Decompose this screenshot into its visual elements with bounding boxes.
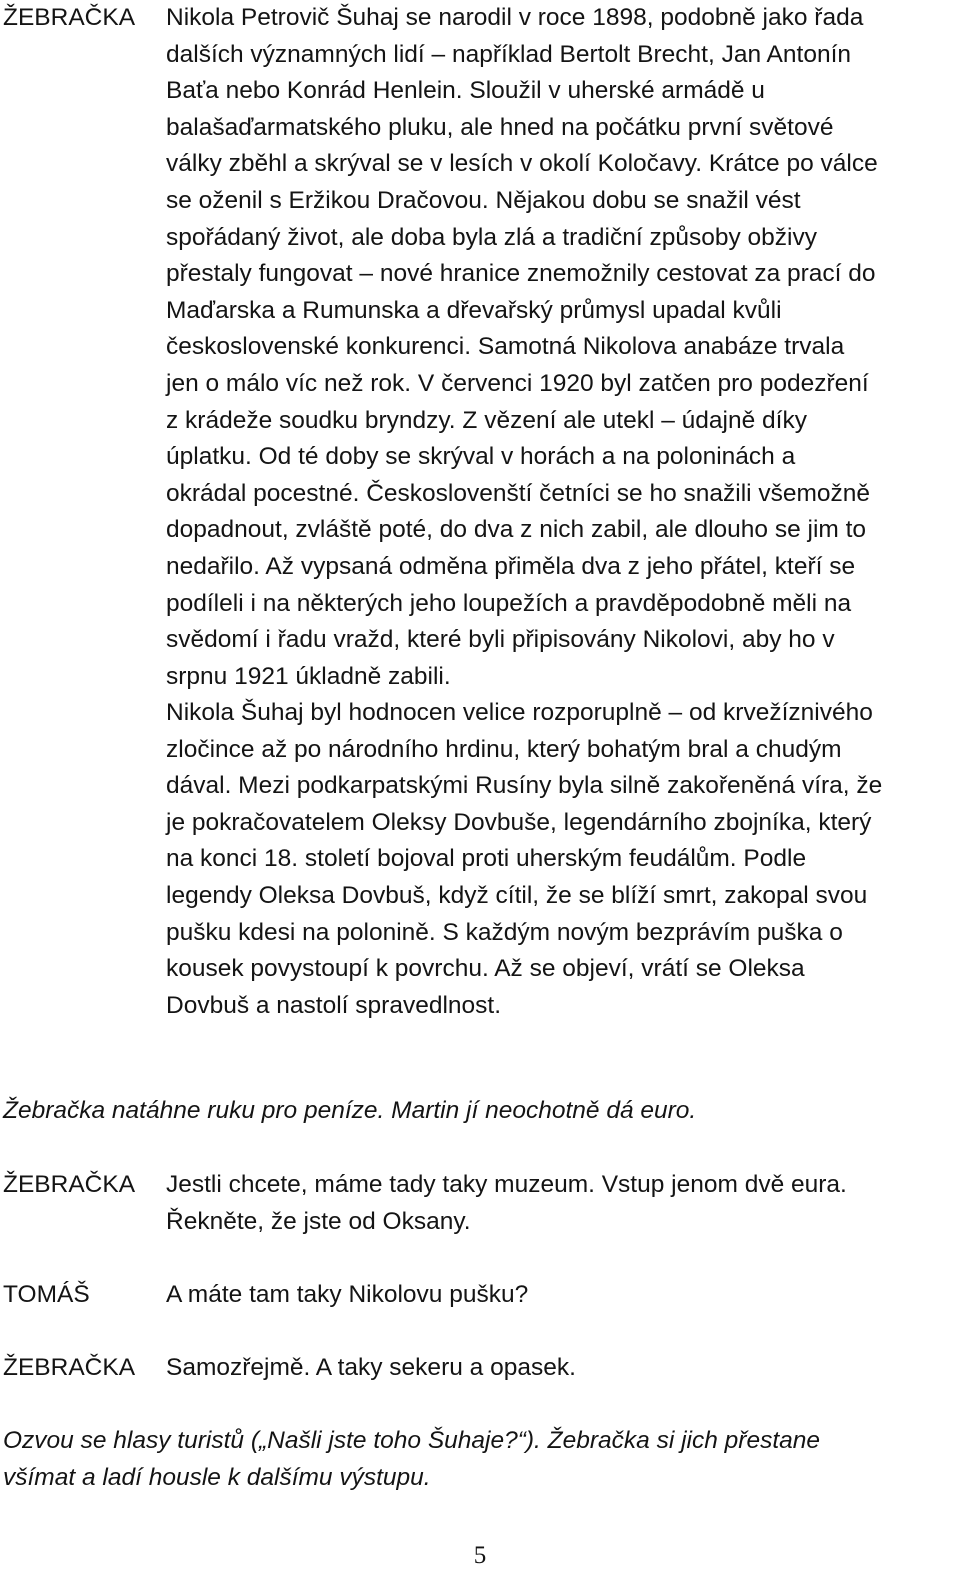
text-line: kousek povystoupí k povrchu. Až se objeví, vrátí se Oleksa <box>166 955 805 983</box>
text-line: války zběhl a skrýval se v lesích v okolí Koločavy. Krátce po válce <box>166 150 878 178</box>
stage-direction <box>3 1423 820 1496</box>
text-line: je pokračovatelem Oleksy Dovbuše, legendárního zbojníka, který <box>166 808 872 836</box>
text-line: dalších významných lidí – například Bertolt Brecht, Jan Antonín <box>166 40 852 68</box>
speech-text <box>166 1350 576 1387</box>
speech-text <box>166 1167 847 1240</box>
speech-paragraph <box>166 695 882 1024</box>
text-line: srpnu 1921 úkladně zabili. <box>166 662 451 690</box>
text-line: Ozvou se hlasy turistů („Našli jste toho Šuhaje?“). Žebračka si jich přestane <box>3 1427 821 1454</box>
stage-direction: Žebračka natáhne ruku pro peníze. Martin jí neochotně dá euro. <box>3 1097 697 1124</box>
text-line: svědomí i řadu vražd, které byli připisovány Nikolovi, aby ho v <box>166 626 835 654</box>
page-number: 5 <box>473 1542 487 1569</box>
text-line: Nikola Šuhaj byl hodnocen velice rozporuplně – od krvežíznivého <box>166 699 873 726</box>
text-line: legendy Oleksa Dovbuš, když cítil, že se blíží smrt, zakopal svou <box>166 881 868 909</box>
text-line: nedařilo. Až vypsaná odměna přiměla dva z jeho přátel, kteří se <box>166 552 856 580</box>
text-line: na konci 18. století bojoval proti uherským feudálům. Podle <box>166 845 807 873</box>
speaker-name: ŽEBRAČKA <box>3 4 136 31</box>
text-line: Samozřejmě. A taky sekeru a opasek. <box>166 1354 576 1381</box>
text-line: zločince až po národního hrdinu, který bohatým bral a chudým <box>166 735 842 763</box>
text-line: balašaďarmatského pluku, ale hned na počátku první světové <box>166 113 834 141</box>
text-line: všímat a ladí housle k dalšímu výstupu. <box>3 1463 431 1491</box>
speaker-name: TOMÁŠ <box>3 1281 90 1308</box>
speech-paragraph <box>166 0 878 695</box>
text-line: z krádeže soudku bryndzy. Z vězení ale utekl – údajně díky <box>166 406 807 434</box>
speaker-name: ŽEBRAČKA <box>3 1171 136 1198</box>
text-line: A máte tam taky Nikolovu pušku? <box>166 1281 529 1308</box>
speech-text <box>166 1277 528 1314</box>
text-line: se oženil s Eržikou Dračovou. Nějakou dobu se snažil vést <box>166 186 801 214</box>
text-line: Jestli chcete, máme tady taky muzeum. Vstup jenom dvě eura. <box>166 1171 847 1198</box>
text-line: dopadnout, zvláště poté, do dva z nich zabil, ale dlouho se jim to <box>166 516 867 544</box>
text-line: dával. Mezi podkarpatskými Rusíny byla silně zakořeněná víra, že <box>166 772 883 800</box>
text-line: spořádaný život, ale doba byla zlá a tradiční způsoby obživy <box>166 223 817 251</box>
text-line: Baťa nebo Konrád Henlein. Sloužil v uherské armádě u <box>166 77 765 105</box>
text-line: Řekněte, že jste od Oksany. <box>166 1207 471 1235</box>
text-line: československé konkurenci. Samotná Nikolova anabáze trvala <box>166 333 845 361</box>
text-line: Maďarska a Rumunska a dřevařský průmysl upadal kvůli <box>166 296 782 324</box>
text-line: okrádal pocestné. Českoslovenští četníci se ho snažili všemožně <box>166 479 871 507</box>
text-line: přestaly fungovat – nové hranice znemožnily cestovat za prací do <box>166 260 876 288</box>
text-line: úplatku. Od té doby se skrýval v horách a na poloninách a <box>166 443 796 471</box>
text-line: pušku kdesi na polonině. S každým novým bezprávím puška o <box>166 918 843 946</box>
text-line: podíleli i na některých jeho loupežích a pravděpodobně měli na <box>166 589 852 617</box>
text-line: Nikola Petrovič Šuhaj se narodil v roce 1898, podobně jako řada <box>166 4 864 31</box>
speaker-name: ŽEBRAČKA <box>3 1354 136 1381</box>
text-line: Dovbuš a nastolí spravedlnost. <box>166 991 502 1019</box>
text-line: jen o málo víc než rok. V červenci 1920 byl zatčen pro podezření <box>166 369 869 397</box>
